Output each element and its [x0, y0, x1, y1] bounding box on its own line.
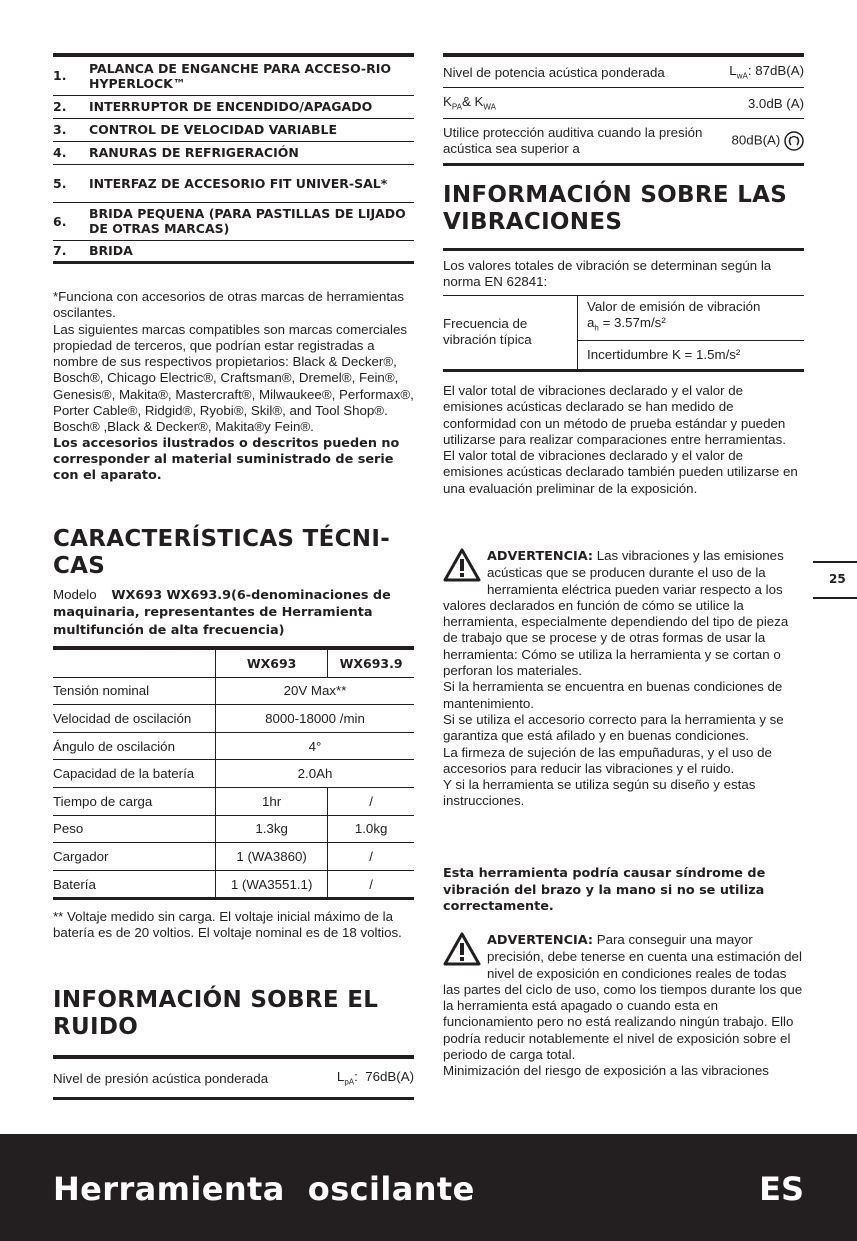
vibration-table	[443, 295, 804, 372]
spec-value: 1 (WA3551.1)	[216, 870, 328, 899]
footnote-text: *Funciona con accesorios de otras marcas de herramientas oscilantes.	[53, 289, 405, 321]
part-label: RANURAS DE REFRIGERACIÓN	[89, 141, 414, 164]
noise-pressure-table	[53, 1055, 414, 1100]
footer-bar	[0, 1134, 857, 1241]
tech-heading: CARACTERÍSTICAS TÉCNI-CAS	[53, 526, 391, 579]
warning-2	[443, 932, 804, 1080]
spec-label: Batería	[53, 870, 216, 899]
spec-label: Cargador	[53, 843, 216, 871]
uncertainty: Incertidumbre K = 1.5m/s²	[578, 340, 805, 369]
list-item	[53, 141, 414, 164]
warning-item: La firmeza de sujeción de las empuñaduras, y el uso de accesorios para reducir las vibraciones y el ruido.	[443, 744, 772, 776]
table-row	[53, 760, 414, 788]
brands-text: Las siguientes marcas compatibles son marcas comerciales propiedad de terceros, que podrían estar registradas a nombre de sus respectivos propietarios: Black & Decker®, Bosch®, Chicago Electric®, Craftsman®, Dremel®, Fein®, Genesis®, Makita®, Mastercraft®, Milwaukee®, Performax®, Porter Cable®, Ridgid®, Ryobi®, Skil®, and Tool Shop®. Bosch® ,Black & Decker®, Makita®y Fein®.	[53, 321, 414, 435]
part-number: 7.	[53, 240, 89, 262]
spec-value: 1hr	[216, 787, 328, 815]
footnote	[53, 289, 414, 485]
part-number: 5.	[53, 164, 89, 202]
spec-table	[53, 646, 414, 900]
model-value: WX693 WX693.9(6-denominaciones de maquinaria, representantes de Herramienta multifunción de alta frecuencia)	[53, 588, 391, 638]
model-label: Modelo	[53, 587, 97, 602]
spec-value: 1.3kg	[216, 815, 328, 843]
spec-label: Tensión nominal	[53, 677, 216, 705]
vibration-paragraph: El valor total de vibraciones declarado y el valor de emisiones acústicas declarado también pueden utilizarse en una evaluación preliminar de la exposición.	[443, 448, 798, 496]
warning-text: Las vibraciones y las emisiones acústicas que se producen durante el uso de la herramienta eléctrica pueden variar respecto a los valores declarados en función de cómo se utilice la herramienta, especialmente dependiendo del tipo de pieza de trabajo que se procese y de otras formas de usar la herramienta: Cómo se utiliza la herramienta y se cortan o perforan los materiales.	[443, 548, 789, 679]
part-number: 6.	[53, 202, 89, 240]
table-row	[53, 648, 414, 677]
warning-icon	[443, 548, 481, 582]
warning-title: ADVERTENCIA:	[487, 933, 594, 948]
noise-power-value: 87dB(A)	[755, 63, 804, 79]
part-label: CONTROL DE VELOCIDAD VARIABLE	[89, 118, 414, 141]
table-row	[53, 870, 414, 899]
spec-label: Capacidad de la batería	[53, 760, 216, 788]
part-label: INTERRUPTOR DE ENCENDIDO/APAGADO	[89, 95, 414, 118]
noise-pressure-value: 76dB(A)	[365, 1069, 414, 1085]
spec-value: 8000-18000 /min	[216, 705, 415, 733]
part-label: INTERFAZ DE ACCESORIO FIT UNIVER-SAL*	[89, 164, 414, 202]
table-row	[53, 843, 414, 871]
noise-power-label: Nivel de potencia acústica ponderada	[443, 55, 729, 88]
table-row	[443, 119, 804, 165]
table-row: Frecuencia de vibración típica Valor de emisión de vibración $a_h = 3.57m/s^2$	[443, 296, 804, 340]
warning-item: Y si la herramienta se utiliza según su diseño y estas instrucciones.	[443, 777, 756, 809]
list-item	[53, 118, 414, 141]
vibration-intro: Los valores totales de vibración se determinan según la norma EN 62841:	[443, 258, 772, 290]
part-label: BRIDA PEQUENA (PARA PASTILLAS DE LIJADO DE OTRAS MARCAS)	[89, 202, 414, 240]
part-label: PALANCA DE ENGANCHE PARA ACCESO-RIO HYPERLOCK™	[89, 55, 414, 95]
spec-label: Peso	[53, 815, 216, 843]
list-item	[53, 164, 414, 202]
protect-label: Utilice protección auditiva cuando la presión acústica sea superior a	[443, 119, 729, 165]
spec-value: 20V Max**	[216, 677, 415, 705]
warning-item: Si la herramienta se encuentra en buenas condiciones de mantenimiento.	[443, 679, 783, 711]
language-code: ES	[759, 1170, 804, 1208]
table-row	[53, 677, 414, 705]
part-number: 2.	[53, 95, 89, 118]
warning-icon	[443, 932, 481, 966]
warning-title: ADVERTENCIA:	[487, 549, 594, 564]
parts-list	[53, 53, 414, 264]
list-item	[53, 55, 414, 95]
warning-item: Si se utiliza el accesorio correcto para la herramienta y se garantiza que está afilado y en buenas condiciones.	[443, 711, 784, 744]
noise-power-table	[443, 53, 804, 166]
spec-value: 1.0kg	[328, 815, 414, 843]
emission-value: = 3.57m/s²	[602, 315, 666, 330]
voltage-note: ** Voltaje medido sin carga. El voltaje inicial máximo de la batería es de 20 voltios. El voltaje nominal es de 18 voltios.	[53, 909, 402, 941]
spec-value: 2.0Ah	[216, 760, 415, 788]
noise-heading: INFORMACIÓN SOBRE EL RUIDO	[53, 987, 379, 1040]
list-item	[53, 202, 414, 240]
page-number-tab	[813, 561, 857, 599]
vibration-heading: INFORMACIÓN SOBRE LAS VIBRACIONES	[443, 182, 804, 251]
spec-value: 4°	[216, 732, 415, 760]
spec-label: Ángulo de oscilación	[53, 732, 216, 760]
part-number: 4.	[53, 141, 89, 164]
exposure-note: Minimización del riesgo de exposición a las vibraciones	[443, 1063, 769, 1079]
emission-label: Valor de emisión de vibración	[587, 299, 761, 314]
table-row	[53, 705, 414, 733]
warning-1	[443, 548, 804, 810]
hav-note: Esta herramienta podría causar síndrome de vibración del brazo y la mano si no se utiliza correctamente.	[443, 866, 766, 914]
part-number: 3.	[53, 118, 89, 141]
table-row	[53, 787, 414, 815]
footer-title: Herramienta oscilante	[53, 1170, 475, 1208]
vibration-body	[443, 383, 804, 497]
spec-value: /	[328, 870, 414, 899]
ear-protection-icon	[784, 131, 804, 151]
list-item	[53, 95, 414, 118]
accessory-note: Los accesorios ilustrados o descritos pueden no corresponder al material suministrado de serie con el aparato.	[53, 435, 400, 484]
spec-value: /	[328, 843, 414, 871]
page-number: 25	[829, 572, 846, 586]
freq-label: Frecuencia de vibración típica	[443, 316, 532, 348]
spec-value: 1 (WA3860)	[216, 843, 328, 871]
table-row: Nivel de potencia acústica ponderada $L_{wA}$: 87dB(A)	[443, 55, 804, 88]
warning-text: Para conseguir una mayor precisión, debe tenerse en cuenta una estimación del nivel de exposición en condiciones reales de todas las partes del ciclo de uso, como los tiempos durante los que la herramienta está apagado o cuando esta en funcionamiento pero no está realizando ningún trabajo. Ello podría reducir notablemente el nivel de exposición sobre el periodo de carga total.	[443, 932, 803, 1063]
model-line	[53, 587, 414, 639]
table-row	[53, 815, 414, 843]
list-item	[53, 240, 414, 262]
table-row: Nivel de presión acústica ponderada $L_{pA}$: 76dB(A)	[53, 1057, 414, 1099]
part-number: 1.	[53, 55, 89, 95]
part-label: BRIDA	[89, 240, 414, 262]
table-row	[53, 732, 414, 760]
spec-value: /	[328, 787, 414, 815]
vibration-paragraph: El valor total de vibraciones declarado y el valor de emisiones acústicas declarado se han medido de conformidad con un método de prueba estándar y pueden utilizarse para realizar comparaciones entre herramientas.	[443, 383, 786, 447]
protect-value: 80dB(A)	[731, 132, 781, 148]
col-header: WX693	[216, 648, 328, 677]
noise-pressure-label: Nivel de presión acústica ponderada	[53, 1057, 319, 1099]
spec-label: Velocidad de oscilación	[53, 705, 216, 733]
k-value: 3.0dB (A)	[729, 88, 804, 119]
spec-label: Tiempo de carga	[53, 787, 216, 815]
table-row: $K_{PA}\&$ $K_{WA}$ 3.0dB (A)	[443, 88, 804, 119]
col-header: WX693.9	[328, 648, 414, 677]
